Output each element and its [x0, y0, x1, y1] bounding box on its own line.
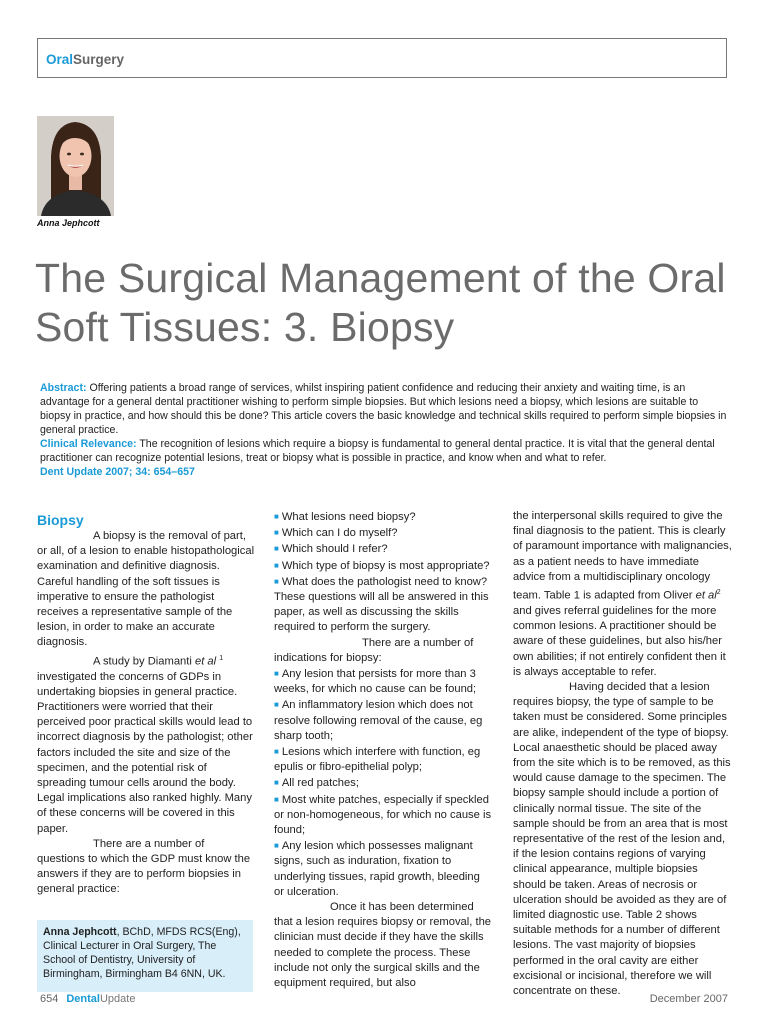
col3-p1-a: the interpersonal skills required to give the final diagnosis to the patient. This is clearly of paramount importance with malignancies, as a patient needs to have immediate advice from a multidisciplinary oncology team. Table 1 is adapted from Oliver	[513, 510, 732, 602]
section-label-oral: Oral	[46, 52, 74, 67]
author-portrait-image	[37, 116, 114, 216]
article-title: The Surgical Management of the Oral Soft Tissues: 3. Biopsy	[35, 255, 726, 350]
question-item: ■ Which type of biopsy is most appropriate?	[274, 558, 492, 574]
abstract-block	[40, 381, 730, 479]
indication-item: ■ Lesions which interfere with function, eg epulis or fibro-epithelial polyp;	[274, 744, 492, 775]
column-2	[274, 509, 492, 991]
indication-item: ■ Most white patches, especially if speckled or non-homogeneous, for which no cause is found;	[274, 792, 492, 839]
author-photo	[37, 116, 114, 216]
indication-item: ■ Any lesion which possesses malignant signs, such as induration, fixation to underlying tissues, rapid growth, bleeding or ulceration.	[274, 838, 492, 900]
col1-p2-d: investigated the concerns of GDPs in undertaking biopsies in general practice. Practitioners were worried that their perceived poor practical skills would lead to incorrect diagnosis by the pathologist; other factors included the site and size of the specimen, and the potential risk of spreading tumour cells around the body. Legal implications also ranked highly. Many of these concerns will be covered in this paper.	[37, 670, 253, 835]
reference-1: 1	[219, 654, 224, 662]
col1-paragraph-2	[37, 651, 255, 837]
indication-item: ■ All red patches;	[274, 775, 492, 791]
col3-p1-c: and gives referral guidelines for the more common lesions. A practitioner should be aware of these guidelines, but also his/her own abilities; if not entirely confident then it is always acceptable to refer.	[513, 604, 726, 678]
question-item: ■ Which can I do myself?	[274, 525, 492, 541]
column-3	[513, 509, 733, 999]
author-box-details: , BChD, MFDS RCS(Eng), Clinical Lecturer in Oral Surgery, The School of Dentistry, University of Birmingham, Birmingham B4 6NN, UK.	[43, 926, 241, 980]
section-label	[46, 52, 124, 67]
clinical-relevance-text: The recognition of lesions which require a biopsy is fundamental to general dental practice. It is vital that the general dental practitioner can recognize potential lesions, treat or biopsy what is possible in practice, and know when and what to refer.	[40, 438, 715, 464]
reference-2: 2	[716, 589, 721, 597]
col3-paragraph-2: Having decided that a lesion requires biopsy, the type of sample to be taken must be considered. Some principles are alike, independent of the type of biopsy. Local anaesthetic should be placed away from the site which is to be removed, as this would cause damage to the specimen. The biopsy sample should include a portion of clinically normal tissue. The site of the sample should be from an area that is most representative of the rest of the lesion and, if the lesion contains regions of varying clinical appearance, multiple biopsies should be taken. Areas of necrosis or ulceration should be avoided as they are of limited diagnostic use. Table 2 shows suitable methods for a number of different lesions. The vast majority of biopsies performed in the oral cavity are either excisional or incisional, therefore we will concentrate on these.	[513, 680, 731, 998]
question-item: ■ What lesions need biopsy?	[274, 509, 492, 525]
journal-brand-update: Update	[99, 993, 136, 1005]
author-info-box	[37, 920, 253, 992]
col3-p1-etal: et al	[695, 589, 717, 602]
journal-brand-dental: Dental	[66, 993, 100, 1005]
footer-left	[40, 993, 135, 1005]
author-box-name: Anna Jephcott	[43, 926, 117, 938]
author-caption: Anna Jephcott	[37, 218, 100, 228]
col1-p2-a: A study by Diamanti	[93, 655, 195, 668]
section-header-box	[37, 38, 727, 78]
abstract-paragraph	[40, 381, 730, 437]
col2-paragraph-2: There are a number of indications for biopsy:	[274, 636, 474, 664]
col1-paragraph-1: A biopsy is the removal of part, or all, of a lesion to enable histopathological examination and definitive diagnosis. Careful handling of the soft tissues is imperative to ensure the pathologist receives a representative sample of the lesion, in order to make an accurate diagnosis.	[37, 530, 255, 649]
col2-paragraph-1: These questions will all be answered in this paper, as well as discussing the skills required to perform the surgery.	[274, 591, 489, 634]
clinical-relevance-paragraph	[40, 437, 730, 465]
abstract-label: Abstract:	[40, 382, 87, 394]
issue-date: December 2007	[649, 993, 728, 1005]
page-number: 654	[40, 993, 59, 1005]
col1-paragraph-3: There are a number of questions to which the GDP must know the answers if they are to perform biopsies in general practice:	[37, 837, 251, 896]
section-label-surgery: Surgery	[73, 52, 125, 67]
biopsy-heading: Biopsy	[37, 512, 84, 528]
question-item: ■ What does the pathologist need to know?	[274, 574, 492, 590]
citation: Dent Update 2007; 34: 654–657	[40, 466, 195, 478]
clinical-relevance-label: Clinical Relevance:	[40, 438, 137, 450]
column-1	[37, 511, 255, 898]
col2-paragraph-3: Once it has been determined that a lesion requires biopsy or removal, the clinician must decide if they have the skills needed to complete the process. These include not only the surgical skills and the equipment required, but also	[274, 901, 492, 990]
col3-paragraph-1	[513, 509, 733, 680]
col1-p2-etal: et al	[194, 655, 217, 668]
indication-item: ■ An inflammatory lesion which does not resolve following removal of the cause, eg sharp tooth;	[274, 697, 492, 744]
abstract-text: Offering patients a broad range of services, whilst inspiring patient confidence and reducing their anxiety and waiting time, is an advantage for a general dental practitioner wishing to perform simple biopsies. But which lesions need a biopsy, which lesions are suitable to biopsy in practice, and how should this be done? This article covers the basic knowledge and technical skills required to perform simple biopsies in general practice.	[40, 382, 727, 436]
question-item: ■ Which should I refer?	[274, 541, 492, 557]
indication-item: ■ Any lesion that persists for more than 3 weeks, for which no cause can be found;	[274, 666, 492, 697]
